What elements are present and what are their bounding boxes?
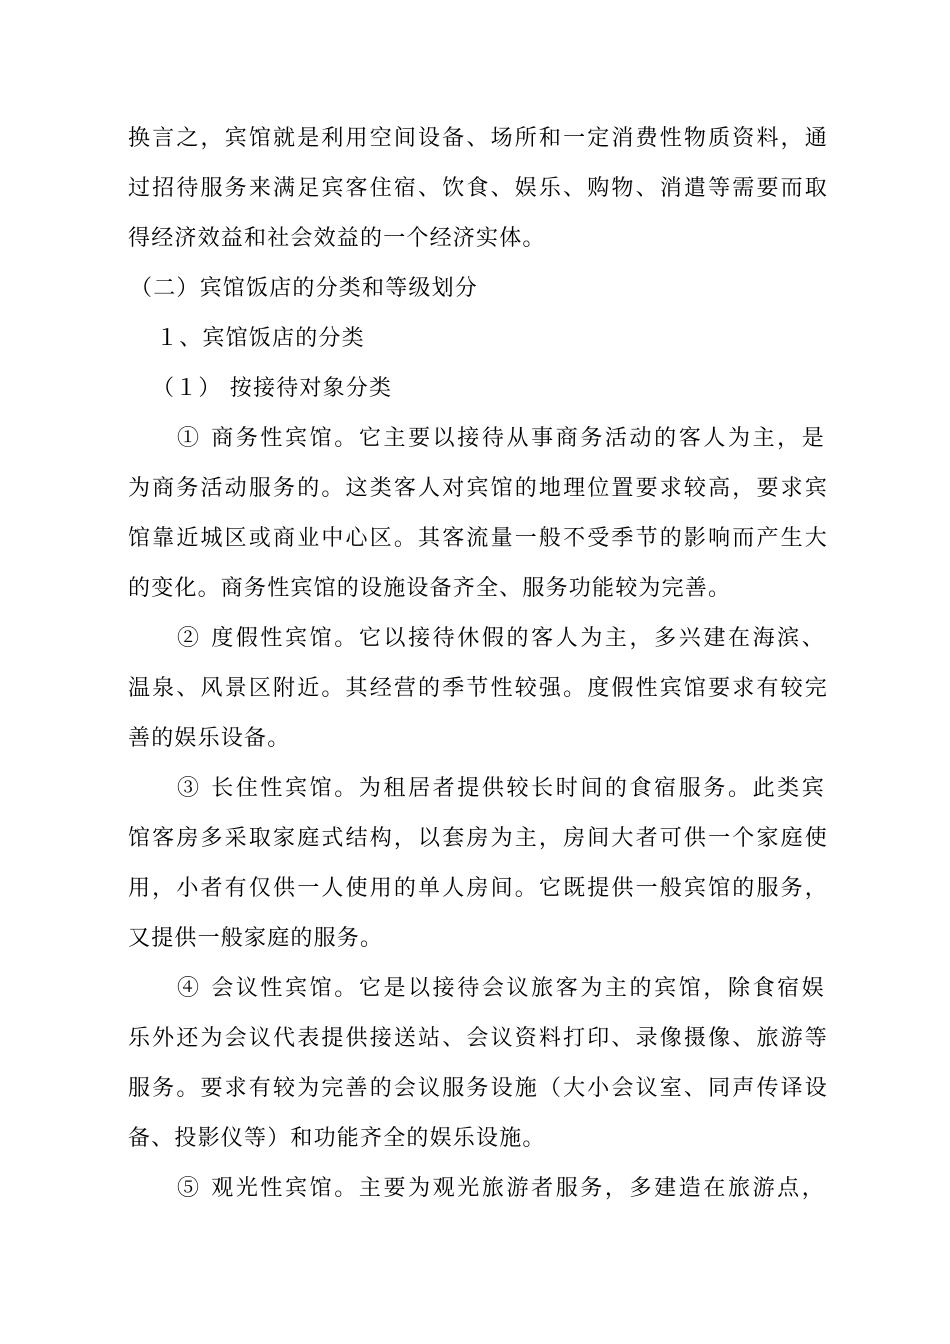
item3-line-3: 用，小者有仅供一人使用的单人房间。它既提供一般宾馆的服务， (128, 876, 828, 901)
item4-line-3: 服务。要求有较为完善的会议服务设施（大小会议室、同声传译设 (128, 1076, 828, 1101)
section-heading: （二）宾馆饭店的分类和等级划分 (130, 276, 479, 301)
item4-line-1: ④ 会议性宾馆。它是以接待会议旅客为主的宾馆，除食宿娱 (177, 976, 825, 1001)
item1-line-1: ① 商务性宾馆。它主要以接待从事商务活动的客人为主，是 (177, 426, 825, 451)
item4-line-4: 备、投影仪等）和功能齐全的娱乐设施。 (128, 1126, 546, 1151)
sub-subsection-heading: （１） 按接待对象分类 (152, 376, 393, 401)
item2-line-1: ② 度假性宾馆。它以接待休假的客人为主，多兴建在海滨、 (177, 626, 825, 651)
intro-line-1: 换言之，宾馆就是利用空间设备、场所和一定消费性物质资料，通 (128, 126, 828, 151)
item4-line-2: 乐外还为会议代表提供接送站、会议资料打印、录像摄像、旅游等 (128, 1026, 828, 1051)
intro-line-3: 得经济效益和社会效益的一个经济实体。 (128, 226, 546, 251)
item5-line-1: ⑤ 观光性宾馆。主要为观光旅游者服务，多建造在旅游点， (177, 1176, 825, 1201)
intro-line-2: 过招待服务来满足宾客住宿、饮食、娱乐、购物、消遣等需要而取 (128, 176, 828, 201)
item3-line-4: 又提供一般家庭的服务。 (128, 926, 384, 951)
item3-line-2: 馆客房多采取家庭式结构，以套房为主，房间大者可供一个家庭使 (128, 826, 828, 851)
item3-line-1: ③ 长住性宾馆。为租居者提供较长时间的食宿服务。此类宾 (177, 776, 825, 801)
item2-line-2: 温泉、风景区附近。其经营的季节性较强。度假性宾馆要求有较完 (128, 676, 828, 701)
subsection-heading: １、宾馆饭店的分类 (156, 326, 365, 351)
item1-line-4: 的变化。商务性宾馆的设施设备齐全、服务功能较为完善。 (128, 576, 732, 601)
item1-line-2: 为商务活动服务的。这类客人对宾馆的地理位置要求较高，要求宾 (128, 476, 828, 501)
item1-line-3: 馆靠近城区或商业中心区。其客流量一般不受季节的影响而产生大 (128, 526, 828, 551)
item2-line-3: 善的娱乐设备。 (128, 726, 291, 751)
